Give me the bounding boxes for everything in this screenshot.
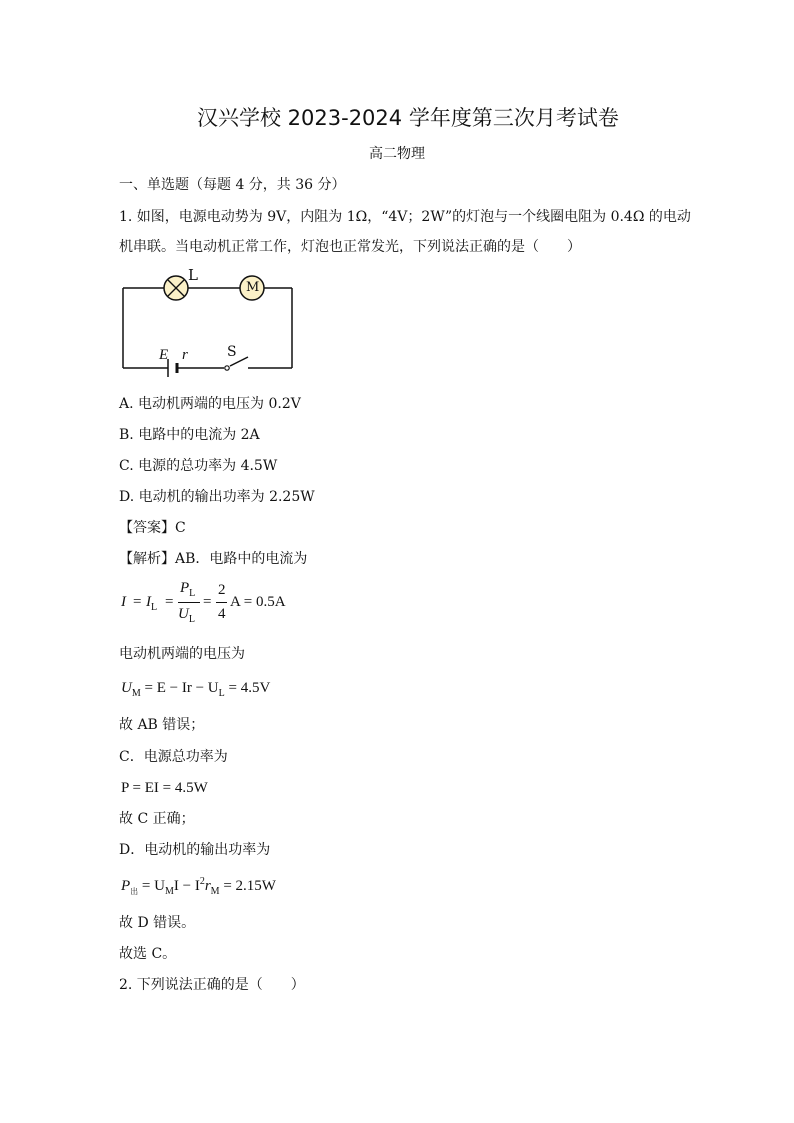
eq2-u-sub: M — [131, 688, 141, 699]
emf-label — [159, 348, 168, 363]
question-1-stem-line-2: 机串联。当电动机正常工作，灯泡也正常发光，下列说法正确的是（ ） — [119, 239, 581, 255]
eq2-ul-sub: L — [218, 688, 225, 699]
section-heading: 一、单选题（每题 4 分，共 36 分） — [119, 177, 346, 193]
lamp-label: L — [188, 266, 198, 284]
eq4-result: = 2.15W — [223, 878, 276, 894]
eq1-den-4: 4 — [218, 606, 226, 622]
eq1-equals-1: = — [133, 594, 142, 610]
eq4-p-sub: 出 — [130, 887, 139, 896]
eq1-equals-3: = — [203, 594, 212, 610]
eq4-b: I − I — [173, 878, 200, 894]
eq1-fraction-bar-2 — [216, 602, 227, 603]
d-intro-text: D．电动机的输出功率为 — [119, 842, 271, 858]
question-2-stem: 2. 下列说法正确的是（ ） — [119, 977, 305, 993]
c-right-text: 故 C 正确； — [119, 811, 195, 827]
internal-resistance-label-text: r — [182, 347, 188, 363]
question-1-stem-line-1: 1. 如图，电源电动势为 9V，内阻为 1Ω，“4V；2W”的灯泡与一个线圈电阻为 0.4Ω 的电动 — [119, 209, 691, 225]
switch-label: S — [227, 344, 237, 360]
option-b: B. 电路中的电流为 2A — [119, 427, 260, 443]
eq1-result: A = 0.5A — [230, 594, 286, 610]
page-title: 汉兴学校 2023-2024 学年度第三次月考试卷 — [197, 106, 619, 130]
page-subtitle: 高二物理 — [369, 146, 425, 162]
switch-symbol — [225, 366, 229, 370]
equation-total-power: P = EI = 4.5W — [121, 780, 208, 796]
c-intro-text: C．电源总功率为 — [119, 749, 228, 765]
eq4-b-sup: 2 — [199, 876, 205, 887]
eq2-body: = E − Ir − U — [144, 680, 219, 696]
eq1-lhs: I — [121, 594, 126, 610]
option-a: A. 电动机两端的电压为 0.2V — [119, 396, 301, 412]
answer-line: 【答案】C — [119, 520, 186, 536]
battery-symbol — [168, 359, 177, 377]
internal-resistance-label — [182, 348, 188, 363]
eq4-p: P — [121, 878, 131, 894]
eq1-num-2: 2 — [218, 582, 226, 598]
eq4-a: = U — [141, 878, 165, 894]
eq4-a-sub: M — [164, 886, 174, 897]
option-d: D. 电动机的输出功率为 2.25W — [119, 489, 315, 505]
eq1-p-num: P — [180, 580, 190, 596]
eq4-c-sub: M — [210, 886, 220, 897]
eq1-il: I — [146, 594, 151, 610]
analysis-intro: 【解析】AB．电路中的电流为 — [119, 551, 308, 567]
eq1-u-den: U — [178, 606, 189, 622]
eq2-u: U — [121, 680, 132, 696]
equation-output-power — [121, 876, 276, 897]
eq1-p-sub: L — [189, 588, 196, 599]
lamp-symbol — [164, 276, 188, 300]
equation-motor-voltage — [121, 680, 271, 699]
motor-label: M — [246, 280, 260, 295]
conclusion-text: 故选 C。 — [119, 946, 177, 962]
ab-wrong-text: 故 AB 错误； — [119, 717, 205, 733]
eq1-il-sub: L — [151, 602, 158, 613]
eq2-result: = 4.5V — [228, 680, 271, 696]
option-c: C. 电源的总功率为 4.5W — [119, 458, 278, 474]
emf-label-text: E — [159, 347, 169, 363]
d-wrong-text: 故 D 错误。 — [119, 915, 196, 931]
motor-voltage-text: 电动机两端的电压为 — [119, 646, 245, 662]
eq1-equals-2: = — [165, 594, 174, 610]
eq1-fraction-bar-1 — [178, 602, 200, 603]
eq1-u-sub: L — [188, 614, 195, 625]
eq4-c: r — [204, 878, 211, 894]
